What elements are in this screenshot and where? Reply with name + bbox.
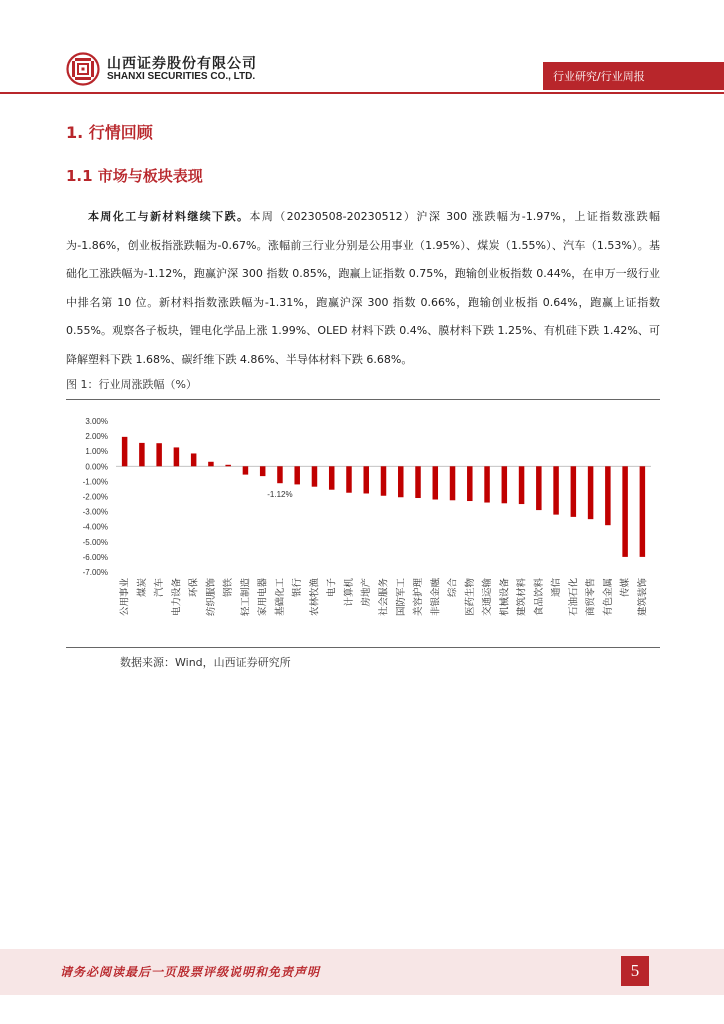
bar	[433, 466, 439, 499]
bar	[467, 466, 473, 501]
bar	[225, 465, 231, 467]
category-label: 医药生物	[464, 578, 476, 617]
company-logo-icon	[66, 52, 100, 86]
bar	[156, 443, 162, 466]
bar	[277, 466, 283, 483]
category-label: 农林牧渔	[309, 578, 321, 617]
y-tick-label: 1.00%	[85, 447, 108, 457]
bar	[398, 466, 404, 497]
bar	[174, 447, 180, 466]
subsection-heading: 1.1 市场与板块表现	[66, 167, 203, 185]
y-tick-label: -2.00%	[82, 492, 108, 502]
bar	[329, 466, 335, 489]
bar	[519, 466, 525, 504]
category-label: 轻工制造	[240, 578, 252, 617]
disclaimer-notice: 请务必阅读最后一页股票评级说明和免责声明	[60, 965, 321, 979]
category-label: 电力设备	[171, 578, 183, 617]
category-label: 有色金属	[602, 578, 614, 617]
company-name-en: SHANXI SECURITIES CO., LTD.	[107, 71, 256, 82]
bar	[363, 466, 369, 493]
category-label: 美容护理	[413, 578, 425, 617]
category-label: 家用电器	[257, 578, 269, 617]
figure-bottom-rule	[66, 647, 660, 648]
paragraph-lead: 本周化工与新材料继续下跌。	[88, 210, 250, 223]
bar	[122, 437, 128, 466]
industry-weekly-change-chart	[66, 401, 660, 645]
bar	[312, 466, 318, 486]
category-label: 煤炭	[136, 578, 148, 598]
category-label: 计算机	[343, 578, 355, 607]
bar	[294, 466, 300, 484]
bar	[605, 466, 611, 525]
page-number: 5	[630, 961, 640, 980]
y-tick-label: 2.00%	[85, 432, 108, 442]
y-tick-label: 0.00%	[85, 462, 108, 472]
y-tick-label: -1.00%	[82, 477, 108, 487]
bar	[553, 466, 559, 514]
header-divider	[0, 92, 724, 94]
company-name-cn: 山西证券股份有限公司	[107, 56, 257, 72]
bar	[139, 443, 145, 466]
y-tick-label: -3.00%	[82, 507, 108, 517]
bar	[415, 466, 421, 498]
figure-source: 数据来源：Wind，山西证券研究所	[120, 656, 291, 669]
y-tick-label: 3.00%	[85, 417, 108, 426]
paragraph-body: 本周（20230508-20230512）沪深 300 涨跌幅为-1.97%，上证指数涨跌幅为-1.86%，创业板指涨跌幅为-0.67%。涨幅前三行业分别是公用事业（1.95%）、煤炭（1.55%）、汽车（1.53%）。基础化工涨跌幅为-1.12%，跑赢沪深 300 指数 0.85%，跑赢上证指数 0.75%，跑输创业板指数 0.44%，在申万一级行业中排名第 10 位。新材料指数涨跌幅为-1.31%，跑赢沪深 300 指数 0.66%，跑输创业板指 0.64%，跑赢上证指数 0.55%。观察各子板块，锂电化学品上涨 1.99%、OLED 材料下跌 0.4%、膜材料下跌 1.25%、有机硅下跌 1.42%、可降解塑料下跌 1.68%、碳纤维下跌 4.86%、半导体材料下跌 6.68%。	[66, 210, 660, 366]
category-label: 环保	[188, 578, 200, 598]
bar	[208, 462, 214, 467]
category-label: 建筑材料	[516, 578, 528, 617]
bar	[243, 466, 249, 474]
bar	[484, 466, 490, 502]
category-label: 基础化工	[274, 578, 286, 617]
category-label: 钢铁	[223, 578, 235, 598]
category-label: 纺织服饰	[205, 578, 217, 617]
category-label: 公用事业	[119, 578, 131, 617]
y-tick-label: -6.00%	[82, 552, 108, 562]
bar	[588, 466, 594, 519]
category-label: 房地产	[361, 578, 373, 607]
category-label: 建筑装饰	[637, 578, 649, 617]
category-label: 电子	[326, 578, 338, 598]
bar	[502, 466, 508, 503]
bar	[381, 466, 387, 495]
category-label: 交通运输	[482, 578, 494, 617]
figure-top-rule	[66, 399, 660, 400]
market-review-paragraph	[66, 203, 660, 374]
bar	[191, 453, 197, 466]
bar	[622, 466, 628, 557]
category-label: 汽车	[154, 578, 166, 598]
category-label: 通信	[551, 578, 563, 598]
category-label: 机械设备	[499, 578, 511, 617]
y-tick-label: -7.00%	[82, 568, 108, 577]
figure-title: 图 1：行业周涨跌幅（%）	[66, 378, 197, 391]
y-tick-label: -4.00%	[82, 522, 108, 532]
bar	[450, 466, 456, 500]
bar	[571, 466, 577, 517]
category-label: 社会服务	[378, 578, 390, 617]
category-label: 商贸零售	[585, 578, 597, 617]
section-heading: 1. 行情回顾	[66, 123, 153, 142]
category-label: 国防军工	[395, 578, 407, 617]
category-label: 综合	[447, 578, 459, 598]
y-tick-label: -5.00%	[82, 537, 108, 547]
bar	[260, 466, 266, 476]
bar	[640, 466, 646, 557]
bar	[346, 466, 352, 492]
report-type-label: 行业研究/行业周报	[553, 70, 645, 83]
data-label: -1.12%	[267, 490, 293, 500]
category-label: 食品饮料	[533, 578, 545, 617]
page-header	[0, 0, 724, 96]
category-label: 非银金融	[430, 578, 442, 617]
category-label: 传媒	[620, 578, 632, 598]
category-label: 银行	[292, 578, 304, 598]
category-label: 石油石化	[568, 578, 580, 617]
bar	[536, 466, 542, 510]
